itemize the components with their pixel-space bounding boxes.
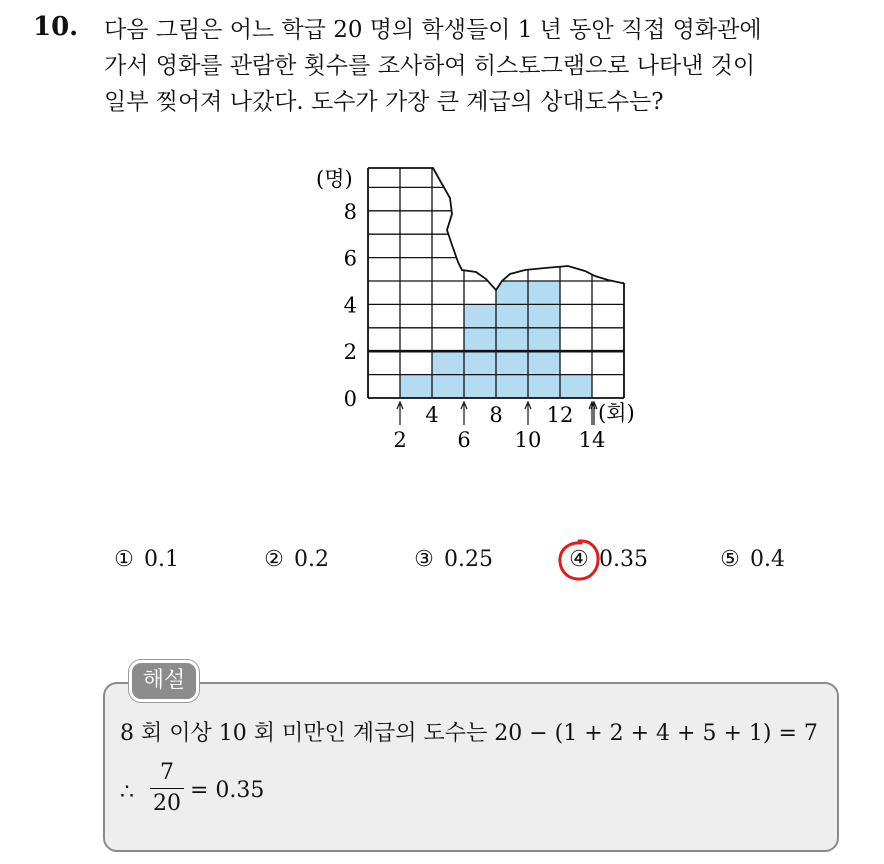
solution-result: = 0.35 (190, 778, 265, 803)
y-tick-label: 0 (343, 387, 357, 411)
choice-value: 0.25 (444, 547, 493, 572)
choice-1[interactable] (110, 540, 179, 580)
choice-2[interactable] (260, 540, 329, 580)
x-tick-label: 12 (546, 403, 574, 427)
question-line: 일부 찢어져 나갔다. 도수가 가장 큰 계급의 상대도수는? (104, 89, 664, 115)
solution-box (103, 682, 839, 852)
choice-marker: ② (264, 547, 284, 572)
choice-marker-glyph: ④ (569, 547, 589, 572)
x-tick-label: 8 (489, 403, 503, 427)
question-line: 다음 그림은 어느 학급 20 명의 학생들이 1 년 동안 직접 영화관에 (104, 17, 762, 43)
histogram-plot-area (368, 154, 624, 398)
answer-circle-icon (556, 537, 602, 583)
choice-value: 0.4 (750, 547, 785, 572)
x-tick-label: 6 (457, 428, 471, 452)
solution-line: 8 회 이상 10 회 미만인 계급의 도수는 20 − (1 + 2 + 4 + 5 + 1) = 7 (120, 721, 818, 746)
histogram-bar (400, 375, 432, 398)
y-tick-label: 8 (343, 199, 357, 224)
fraction (150, 760, 184, 817)
answer-choices (110, 540, 810, 584)
x-tick-label: 14 (578, 428, 606, 452)
question-line: 가서 영화를 관람한 횟수를 조사하여 히스토그램으로 나타낸 것이 (104, 53, 756, 79)
fraction-numerator: 7 (160, 760, 174, 785)
y-tick-label: 4 (343, 293, 357, 318)
choice-marker: ⑤ (720, 547, 740, 572)
x-tick-label: 4 (425, 403, 439, 427)
choice-4[interactable] (565, 540, 648, 580)
solution-tab: 해설 (129, 660, 199, 702)
histogram-bar (496, 281, 528, 398)
y-axis-label: (명) (316, 167, 353, 191)
histogram-bar (528, 281, 560, 398)
x-axis-label: (회) (598, 401, 635, 425)
y-tick-label: 6 (343, 246, 357, 271)
fraction-bar (150, 788, 184, 789)
histogram-bar (560, 375, 592, 398)
choice-value: 0.35 (599, 547, 648, 572)
x-tick-label: 2 (393, 428, 407, 452)
choice-value: 0.1 (144, 547, 179, 572)
choice-value: 0.2 (294, 547, 329, 572)
choice-marker: ③ (414, 547, 434, 572)
torn-edge (368, 168, 624, 290)
fraction-denominator: 20 (153, 791, 181, 816)
y-tick-label: 2 (343, 340, 357, 365)
choice-5[interactable] (716, 540, 785, 580)
question-number: 10. (33, 12, 79, 42)
x-tick-label: 10 (514, 428, 542, 452)
therefore-symbol: ∴ (120, 780, 134, 805)
choice-marker (565, 540, 593, 580)
choice-3[interactable] (410, 540, 493, 580)
choice-marker: ① (114, 547, 134, 572)
